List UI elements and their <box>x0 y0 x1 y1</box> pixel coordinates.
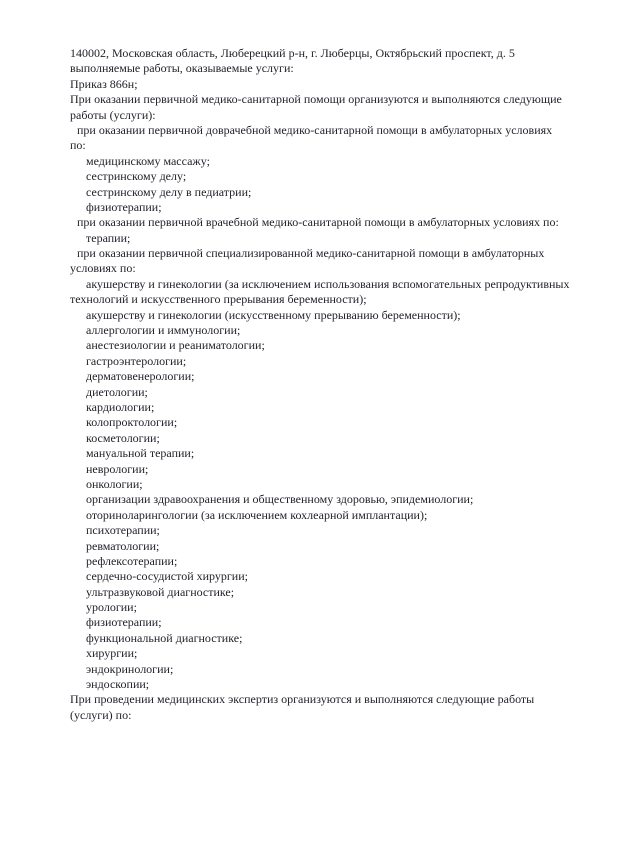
paragraph <box>70 523 610 538</box>
text-line: акушерству и гинекологии (за исключением использования вспомогательных репродуктивных <box>86 276 570 291</box>
paragraph <box>70 385 610 400</box>
paragraph <box>70 154 610 169</box>
text-line: При проведении медицинских экспертиз организуются и выполняются следующие работы <box>70 692 535 707</box>
text-line: при оказании первичной доврачебной медико-санитарной помощи в амбулаторных условиях <box>77 122 553 137</box>
paragraph <box>70 585 610 600</box>
paragraph <box>70 46 610 61</box>
paragraph <box>70 662 610 677</box>
text-line: рефлексотерапии; <box>86 553 178 568</box>
paragraph <box>70 569 610 584</box>
text-line: диетологии; <box>86 384 148 399</box>
text-line: сестринскому делу в педиатрии; <box>86 184 252 199</box>
text-line: Приказ 866н; <box>70 76 138 91</box>
paragraph <box>70 539 610 554</box>
paragraph <box>70 61 610 76</box>
text-line: эндокринологии; <box>86 661 174 676</box>
paragraph <box>70 631 610 646</box>
paragraph <box>70 646 610 661</box>
text-line: 140002, Московская область, Люберецкий р-н, г. Люберцы, Октябрьский проспект, д. 5 <box>70 46 515 60</box>
text-line: мануальной терапии; <box>86 446 195 461</box>
text-line: при оказании первичной врачебной медико-санитарной помощи в амбулаторных условиях по: <box>77 215 559 230</box>
paragraph <box>70 431 610 446</box>
paragraph <box>70 169 610 184</box>
text-line: хирургии; <box>86 646 138 661</box>
paragraph <box>70 369 610 384</box>
text-line: урологии; <box>86 600 137 615</box>
paragraph <box>70 692 610 723</box>
paragraph <box>70 415 610 430</box>
paragraph <box>70 554 610 569</box>
text-line: косметологии; <box>86 430 160 445</box>
text-line: оториноларингологии (за исключением кохлеарной имплантации); <box>86 507 428 522</box>
paragraph <box>70 123 610 154</box>
text-line: эндоскопии; <box>86 677 150 692</box>
text-line: гастроэнтерологии; <box>86 353 187 368</box>
text-line: При оказании первичной медико-санитарной помощи организуются и выполняются следующие <box>70 92 562 107</box>
text-line: кардиологии; <box>86 399 155 414</box>
paragraph <box>70 600 610 615</box>
text-line: анестезиологии и реаниматологии; <box>86 338 265 353</box>
text-line: физиотерапии; <box>86 615 162 630</box>
text-line: работы (услуги): <box>70 107 156 122</box>
paragraph <box>70 462 610 477</box>
paragraph <box>70 477 610 492</box>
text-line: функциональной диагностике; <box>86 630 243 645</box>
text-line: медицинскому массажу; <box>86 153 210 168</box>
text-line: онкологии; <box>86 476 143 491</box>
paragraph <box>70 492 610 507</box>
text-line: по: <box>70 138 86 153</box>
paragraph <box>70 677 610 692</box>
text-line: аллергологии и иммунологии; <box>86 323 241 338</box>
text-line: технологий и искусственного прерывания беременности); <box>70 292 367 307</box>
text-line: выполняемые работы, оказываемые услуги: <box>70 61 294 76</box>
paragraph <box>70 354 610 369</box>
text-line: дерматовенерологии; <box>86 369 195 384</box>
paragraph <box>70 92 610 123</box>
text-line: колопроктологии; <box>86 415 178 430</box>
paragraph <box>70 200 610 215</box>
text-line: психотерапии; <box>86 523 160 538</box>
paragraph <box>70 508 610 523</box>
text-line: сестринскому делу; <box>86 169 187 184</box>
paragraph <box>70 185 610 200</box>
text-line: ультразвуковой диагностике; <box>86 584 235 599</box>
text-line: условиях по: <box>70 261 136 276</box>
paragraph <box>70 446 610 461</box>
paragraph <box>70 231 610 246</box>
text-line: ревматологии; <box>86 538 160 553</box>
text-line: терапии; <box>86 230 131 245</box>
text-line: сердечно-сосудистой хирургии; <box>86 569 248 584</box>
paragraph <box>70 615 610 630</box>
text-line: (услуги) по: <box>70 707 132 722</box>
license-works-text-block <box>70 46 610 723</box>
text-line: акушерству и гинекологии (искусственному прерыванию беременности); <box>86 307 461 322</box>
text-line: физиотерапии; <box>86 199 162 214</box>
paragraph <box>70 323 610 338</box>
text-line: неврологии; <box>86 461 149 476</box>
paragraph <box>70 338 610 353</box>
paragraph <box>70 277 610 308</box>
paragraph <box>70 308 610 323</box>
paragraph <box>70 246 610 277</box>
paragraph <box>70 400 610 415</box>
text-line: при оказании первичной специализированной медико-санитарной помощи в амбулаторных <box>77 246 545 261</box>
paragraph <box>70 77 610 92</box>
paragraph <box>70 215 610 230</box>
text-line: организации здравоохранения и общественному здоровью, эпидемиологии; <box>86 492 474 507</box>
